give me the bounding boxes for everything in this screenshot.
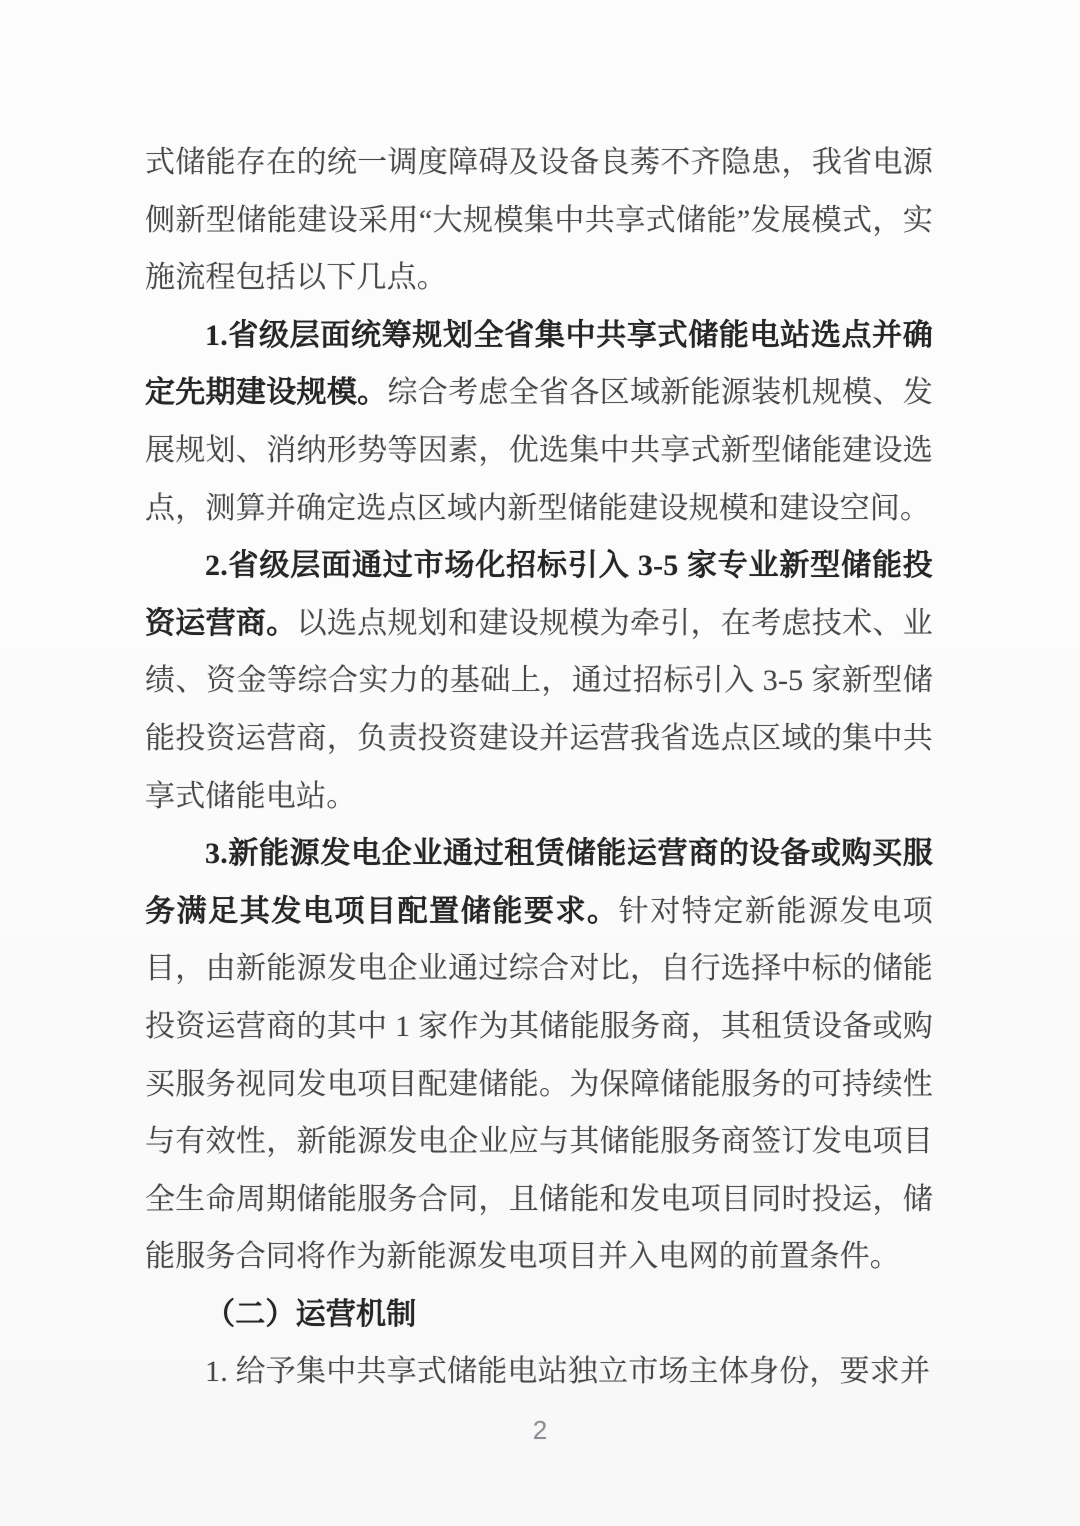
paragraph-text: 1. 给予集中共享式储能电站独立市场主体身份，要求并 — [205, 1355, 931, 1389]
page-number: 2 — [532, 1415, 548, 1445]
paragraph-text: 针对特定新能源发电项目，由新能源发电企业通过综合对比，自行选择中标的储能投资运营商的其中 1 家作为其储能服务商，其租赁设备或购买服务视同发电项目配建储能。为保障储能服务的可持续性与有效性，新能源发电企业应与其储能服务商签订发电项目全生命周期储能服务合同，且储能和发电项目同时投运，储能服务合同将作为新能源发电项目并入电网的前置条件。 — [145, 894, 933, 1274]
paragraph-item-4 — [145, 1343, 933, 1401]
paragraph-item-1 — [145, 307, 933, 537]
paragraph-lead: 1.省级层面统筹规划全省集中共享式储能电站选点并确定先期建设规模。 — [145, 318, 933, 410]
paragraph-item-3 — [145, 825, 933, 1286]
paragraph-item-2 — [145, 537, 933, 825]
paragraph-continuation — [145, 134, 933, 307]
section-heading — [145, 1286, 933, 1344]
paragraph-text: 综合考虑全省各区域新能源装机规模、发展规划、消纳形势等因素，优选集中共享式新型储能建设选点，测算并确定选点区域内新型储能建设规模和建设空间。 — [145, 376, 933, 525]
paragraph-lead: 3.新能源发电企业通过租赁储能运营商的设备或购买服务满足其发电项目配置储能要求。 — [145, 837, 933, 928]
paragraph-lead: 2.省级层面通过市场化招标引入 3-5 家专业新型储能投资运营商。 — [145, 549, 933, 640]
paragraph-text: 以选点规划和建设规模为牵引，在考虑技术、业绩、资金等综合实力的基础上，通过招标引入 3-5 家新型储能投资运营商，负责投资建设并运营我省选点区域的集中共享式储能电站。 — [145, 606, 933, 813]
document-body — [145, 134, 933, 1401]
section-heading-label: （二）运营机制 — [205, 1297, 417, 1331]
paragraph-text: 式储能存在的统一调度障碍及设备良莠不齐隐患，我省电源侧新型储能建设采用“大规模集中共享式储能”发展模式，实施流程包括以下几点。 — [145, 146, 933, 295]
